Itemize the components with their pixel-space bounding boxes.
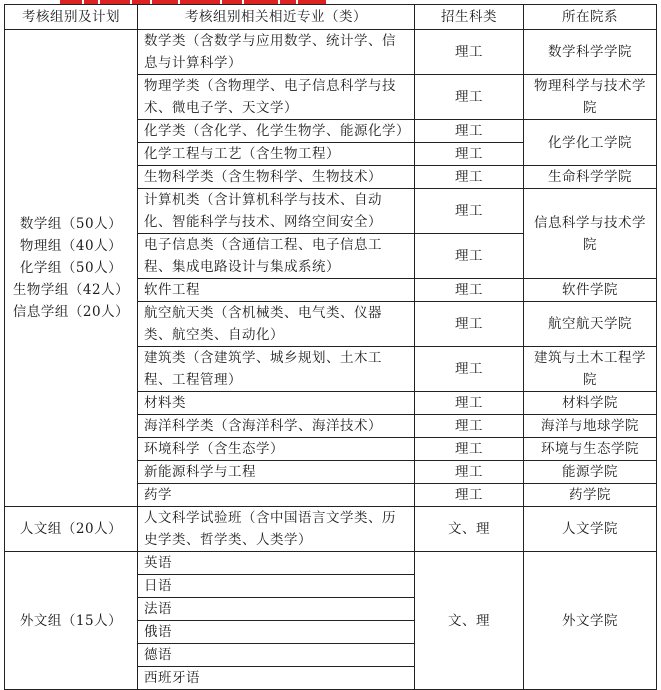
header-group: 考核组别及计划 [5, 5, 138, 30]
major-cell: 药学 [138, 484, 415, 507]
major-cell: 化学类（含化学、化学生物学、能源化学） [138, 120, 415, 143]
dept-cell: 能源学院 [524, 461, 657, 484]
group-line: 化学组（50人） [19, 260, 123, 276]
dept-cell: 药学院 [524, 484, 657, 507]
major-cell: 材料类 [138, 392, 415, 415]
major-cell: 新能源科学与工程 [138, 461, 415, 484]
major-cell: 英语 [138, 552, 415, 575]
header-row [5, 5, 657, 30]
dept-cell: 建筑与土木工程学院 [524, 347, 657, 392]
subject-cell: 理工 [415, 484, 524, 507]
subject-cell: 理工 [415, 392, 524, 415]
subject-cell: 理工 [415, 120, 524, 143]
subject-cell: 理工 [415, 166, 524, 189]
header-subject: 招生科类 [415, 5, 524, 30]
major-cell: 法语 [138, 598, 415, 621]
table-row [5, 507, 657, 552]
dept-cell: 生命科学学院 [524, 166, 657, 189]
major-cell: 德语 [138, 644, 415, 667]
subject-cell: 文、理 [415, 552, 524, 690]
subject-cell: 文、理 [415, 507, 524, 552]
major-cell: 西班牙语 [138, 667, 415, 690]
major-cell: 俄语 [138, 621, 415, 644]
header-major: 考核组别相关相近专业（类） [138, 5, 415, 30]
subject-cell: 理工 [415, 189, 524, 234]
major-cell: 海洋科学类（含海洋科学、海洋技术） [138, 415, 415, 438]
header-dept: 所在院系 [524, 5, 657, 30]
major-cell: 建筑类（含建筑学、城乡规划、土木工程、工程管理） [138, 347, 415, 392]
major-cell: 生物科学类（含生物科学、生物技术） [138, 166, 415, 189]
major-cell: 航空航天类（含机械类、电气类、仪器类、航空类、自动化） [138, 302, 415, 347]
major-cell: 日语 [138, 575, 415, 598]
group-line: 物理组（40人） [19, 238, 123, 254]
group-line: 数学组（50人） [19, 216, 123, 232]
dept-cell: 信息科学与技术学院 [524, 189, 657, 279]
group-line: 生物学组（42人） [12, 282, 130, 298]
subject-cell: 理工 [415, 347, 524, 392]
subject-cell: 理工 [415, 302, 524, 347]
dept-cell: 数学科学学院 [524, 30, 657, 75]
dept-cell: 外文学院 [524, 552, 657, 690]
table-row [5, 30, 657, 75]
foreign-lang-group-cell: 外文组（15人） [5, 552, 138, 690]
subject-cell: 理工 [415, 415, 524, 438]
science-groups-cell [5, 30, 138, 507]
dept-cell: 环境与生态学院 [524, 438, 657, 461]
major-cell: 人文科学试验班（含中国语言文学类、历史学类、哲学类、人类学） [138, 507, 415, 552]
subject-cell: 理工 [415, 30, 524, 75]
major-cell: 化学工程与工艺（含生物工程） [138, 143, 415, 166]
dept-cell: 材料学院 [524, 392, 657, 415]
subject-cell: 理工 [415, 279, 524, 302]
dept-cell: 化学化工学院 [524, 120, 657, 166]
dept-cell: 物理科学与技术学院 [524, 75, 657, 120]
dept-cell: 海洋与地球学院 [524, 415, 657, 438]
dept-cell: 人文学院 [524, 507, 657, 552]
table-row [5, 552, 657, 575]
admission-table [4, 4, 657, 690]
major-cell: 计算机类（含计算机科学与技术、自动化、智能科学与技术、网络空间安全） [138, 189, 415, 234]
dept-cell: 软件学院 [524, 279, 657, 302]
major-cell: 软件工程 [138, 279, 415, 302]
subject-cell: 理工 [415, 438, 524, 461]
dept-cell: 航空航天学院 [524, 302, 657, 347]
subject-cell: 理工 [415, 461, 524, 484]
subject-cell: 理工 [415, 234, 524, 279]
major-cell: 环境科学（含生态学） [138, 438, 415, 461]
group-line: 信息学组（20人） [12, 304, 130, 320]
subject-cell: 理工 [415, 75, 524, 120]
subject-cell: 理工 [415, 143, 524, 166]
humanities-group-cell: 人文组（20人） [5, 507, 138, 552]
major-cell: 数学类（含数学与应用数学、统计学、信息与计算科学） [138, 30, 415, 75]
major-cell: 物理学类（含物理学、电子信息科学与技术、微电子学、天文学） [138, 75, 415, 120]
major-cell: 电子信息类（含通信工程、电子信息工程、集成电路设计与集成系统） [138, 234, 415, 279]
